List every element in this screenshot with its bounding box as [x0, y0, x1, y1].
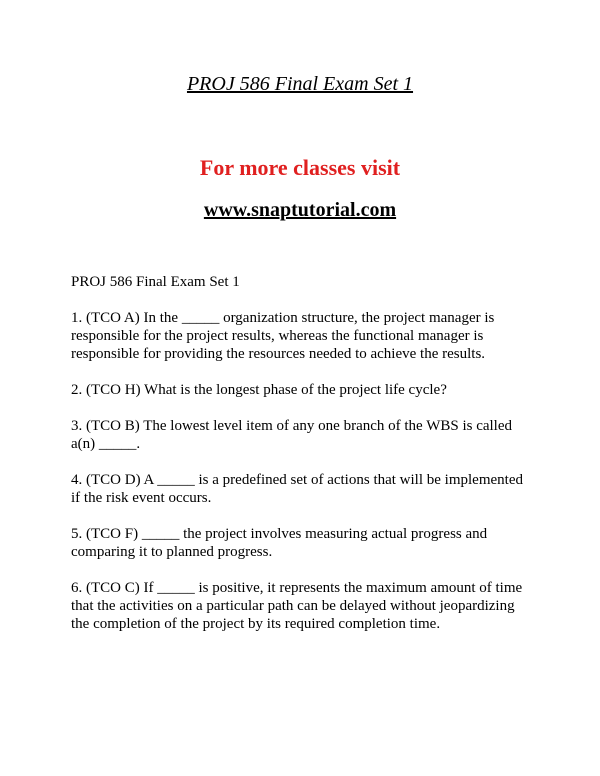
question-6: 6. (TCO C) If _____ is positive, it represents the maximum amount of time that the activities on a particular path can be delayed without jeopardizing the completion of the project by its required completion time.	[71, 580, 523, 632]
document-title: PROJ 586 Final Exam Set 1	[186, 73, 414, 95]
question-1: 1. (TCO A) In the _____ organization structure, the project manager is responsible for the project results, whereas the functional manager is responsible for providing the resources needed to achieve the results.	[71, 310, 495, 362]
question-4: 4. (TCO D) A _____ is a predefined set of actions that will be implemented if the risk event occurs.	[71, 472, 523, 506]
question-3: 3. (TCO B) The lowest level item of any one branch of the WBS is called a(n) _____.	[71, 418, 513, 452]
exam-heading: PROJ 586 Final Exam Set 1	[71, 274, 240, 290]
exam-body	[71, 273, 533, 651]
question-5: 5. (TCO F) _____ the project involves measuring actual progress and comparing it to planned progress.	[71, 526, 488, 560]
promo-text: For more classes visit	[199, 155, 401, 180]
website-link[interactable]: www.snaptutorial.com	[203, 199, 397, 221]
question-2: 2. (TCO H) What is the longest phase of the project life cycle?	[71, 382, 447, 398]
